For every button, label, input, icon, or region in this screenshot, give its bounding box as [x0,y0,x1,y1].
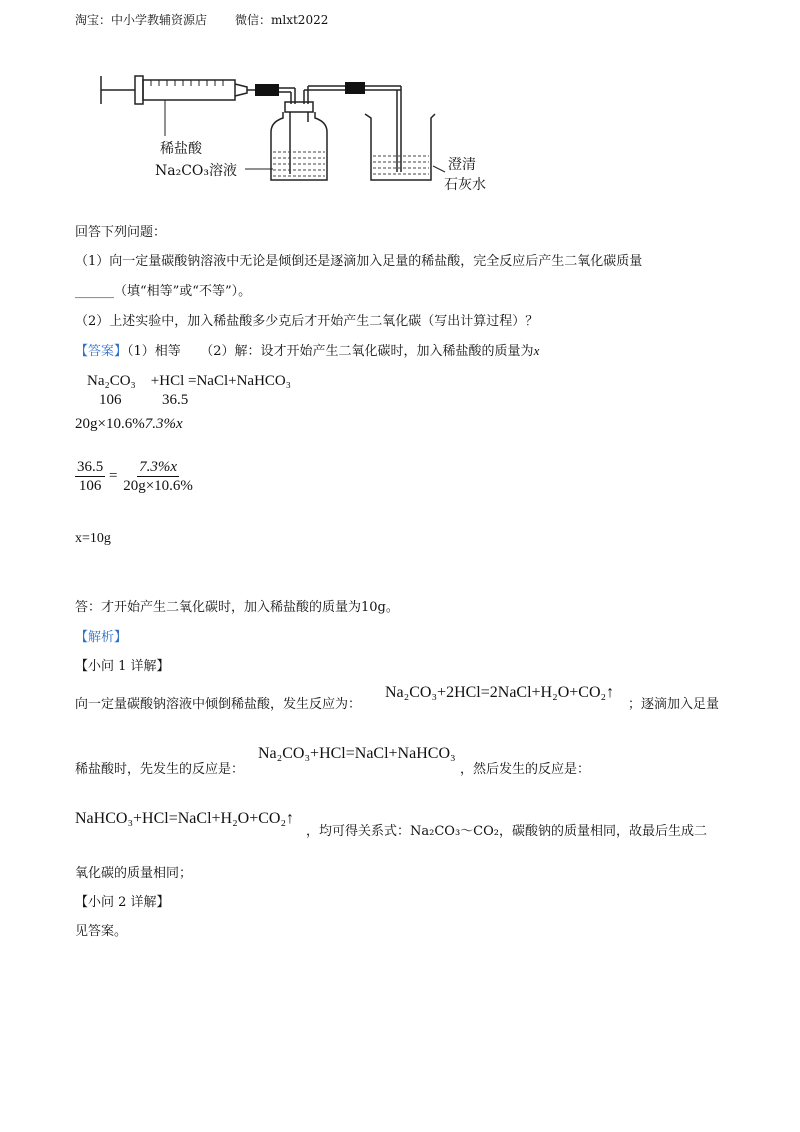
conclusion: 答：才开始产生二氧化碳时，加入稀盐酸的质量为10g。 [75,600,399,615]
answer-line [75,340,539,359]
analysis-line-3-tail: ，均可得关系式：Na₂CO₃～CO₂，碳酸钠的质量相同，故最后生成二 [306,824,707,839]
fraction-right: $\frac{7.3\%x}{20g\times 10.6\%}$ [123,459,193,494]
analysis-line-1-text: 向一定量碳酸钠溶液中倾倒稀盐酸，发生反应为： [75,697,362,712]
answer-text: （1）相等 （2）解：设才开始产生二氧化碳时，加入稀盐酸的质量为 [127,344,534,359]
analysis-tag: 【解析】 [75,630,128,645]
calc-masses [75,416,183,433]
label-na2co3-solution: Na₂CO₃溶液 [155,163,238,179]
header-shop: 淘宝：中小学教辅资源店 [75,13,208,27]
label-limewater-1: 澄清 [448,157,476,173]
analysis-line-2-text: 稀盐酸时，先发生的反应是： [75,762,245,777]
sub-question-1-tag: 【小问 1 详解】 [75,659,170,674]
equation-pour: Na₂CO₃+2HCl=2NaCl+H₂O+CO₂↑ [385,684,615,701]
answer-variable: x [533,343,540,358]
label-limewater-2: 石灰水 [444,177,486,193]
calc-proportion: $\frac{36.5}{106}$ = $\frac{7.3\%x}{20g\times 10.6\%}$ [77,459,193,494]
calc-mass-2: 7.3%x [144,416,183,432]
equation-first-step: Na₂CO₃+HCl=NaCl+NaHCO₃ [258,745,456,762]
calc-molar-mass-1: 106 [99,392,122,408]
fraction-left: $\frac{36.5}{106}$ [77,459,104,494]
calc-equation: Na₂CO₃ +HCl =NaCl+NaHCO₃ [87,373,291,389]
analysis-line-4: 氧化碳的质量相同； [75,866,193,881]
question-1-line-2: ______（填“相等”或“不等”）。 [75,284,252,299]
answer-tag: 【答案】 [75,344,128,359]
question-1-line-1: （1）向一定量碳酸钠溶液中无论是倾倒还是逐滴加入足量的稀盐酸，完全反应后产生二氧化碳质量 [75,254,643,269]
sub-question-2-tag: 【小问 2 详解】 [75,895,170,910]
analysis-line-2-tail: ，然后发生的反应是： [460,762,591,777]
analysis-line-1-tail: ；逐滴加入足量 [628,697,720,712]
question-2: （2）上述实验中，加入稀盐酸多少克后才开始产生二氧化碳（写出计算过程）？ [75,314,539,329]
label-dilute-hcl: 稀盐酸 [160,141,202,157]
sub-question-2-text: 见答案。 [75,924,128,939]
calc-molar-mass-2: 36.5 [162,392,189,408]
intro-text: 回答下列问题： [75,225,167,240]
equation-second-step: NaHCO₃+HCl=NaCl+H₂O+CO₂↑ [75,810,295,827]
calc-mass-1: 20g×10.6% [75,416,145,432]
header-wechat: 微信：mlxt2022 [235,13,329,27]
calc-result: x=10g [75,531,111,546]
